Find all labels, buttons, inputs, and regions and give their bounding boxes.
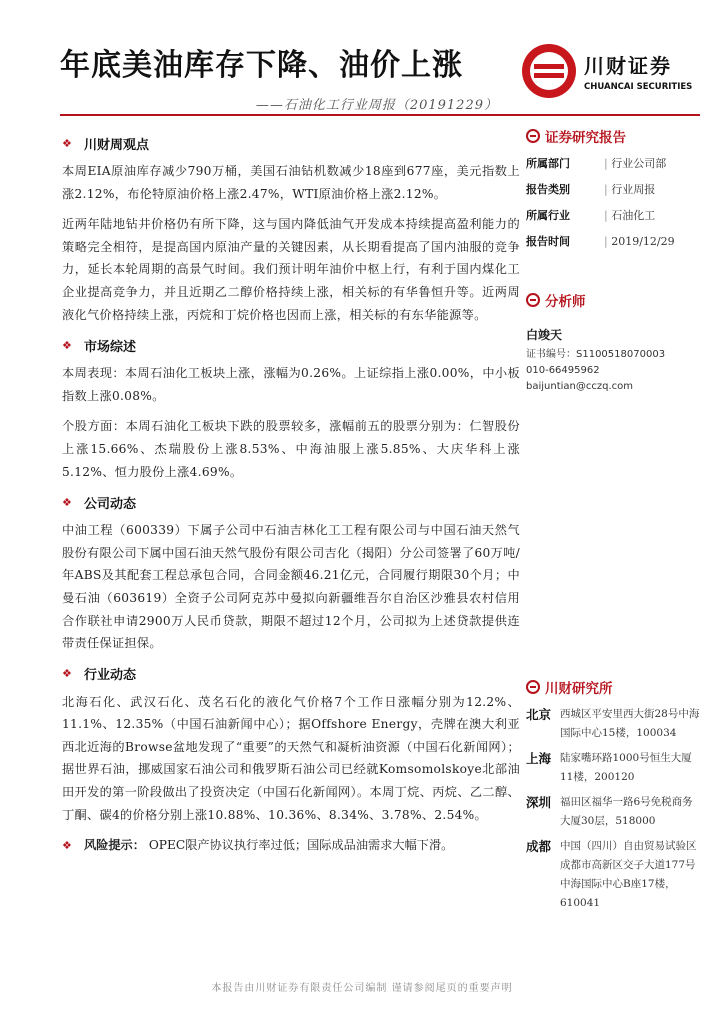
paragraph: 本周表现：本周石油化工板块上涨，涨幅为0.26%。上证综指上涨0.00%，中小板指数上涨0.08%。 (62, 366, 520, 403)
risk-label: 风险提示： (84, 838, 145, 853)
paragraph: 本周EIA原油库存减少790万桶，美国石油钻机数减少18座到677座，美元指数上涨2.12%，布伦特原油价格上涨2.47%，WTI原油价格上涨2.12%。 (62, 164, 520, 201)
sidebar (526, 124, 702, 913)
office-city: 北京 (526, 707, 552, 722)
logo-name-en: CHUANCAI SECURITIES (584, 82, 693, 92)
diamond-bullet-icon: ❖ (62, 495, 72, 509)
section-title-company-news: 公司动态 (84, 496, 137, 512)
diamond-bullet-icon: ❖ (62, 839, 72, 853)
office-city: 成都 (526, 839, 552, 854)
office-city: 深圳 (526, 795, 552, 810)
logo-name-cn: 川财证券 (584, 54, 672, 78)
info-label: 所属行业 (526, 209, 570, 222)
company-logo (522, 44, 702, 98)
info-label: 报告类别 (526, 183, 570, 196)
section-header (62, 334, 520, 356)
analyst-heading: 分析师 (526, 288, 702, 312)
section-header (62, 491, 520, 513)
office-beijing (526, 705, 702, 743)
info-value: | 石油化工 (604, 207, 655, 223)
report-title: 年底美油库存下降、油价上涨 (60, 48, 463, 83)
section-title-market-review: 市场综述 (84, 339, 137, 355)
analyst-phone: 010-66495962 (526, 365, 600, 376)
report-subtitle: ——石油化工行业周报（20191229） (255, 98, 498, 113)
office-shanghai (526, 749, 702, 787)
office-chengdu (526, 837, 702, 913)
diamond-bullet-icon: ❖ (62, 667, 72, 681)
institute-heading: 川财研究所 (526, 675, 702, 699)
copyright-circle-icon (526, 129, 540, 143)
office-address: 福田区福华一路6号免税商务大厦30层，518000 (560, 796, 693, 827)
analyst-name: 白竣天 (526, 328, 563, 342)
info-row (526, 150, 702, 176)
paragraph: 北海石化、武汉石化、茂名石化的液化气价格7个工作日涨幅分别为12.2%、11.1%、12.35%（中国石油新闻中心）；据Offshore Energy，壳牌在澳大利亚西北近海的Browse盆地发现了“重要”的天然气和凝析油资源（中国石化新闻网）；据世界石油，挪威国家石油公司和俄罗斯石油公司已经就Komsomolskoye北部油田开发的第一阶段做出了投资决定（中国石化新闻网）。本周丁烷、丙烷、乙二醇、丁酮、碳4的价格分别上涨10.88%、10.36%、8.34%、3.78%、2.54%。 (62, 694, 520, 822)
section-title-industry-news: 行业动态 (84, 668, 137, 684)
footer-disclaimer: 本报告由川财证券有限责任公司编制 谨请参阅尾页的重要声明 (211, 983, 513, 994)
analyst-cert: 证书编号：S1100518070003 (526, 349, 666, 360)
risk-warning (62, 834, 520, 857)
office-city: 上海 (526, 751, 552, 766)
info-value: | 行业公司部 (604, 155, 666, 171)
office-address: 西城区平安里西大街28号中海国际中心15楼，100034 (560, 708, 700, 739)
header-divider (60, 114, 700, 116)
main-content (62, 124, 520, 857)
office-shenzhen (526, 793, 702, 831)
section-header (62, 663, 520, 685)
info-row (526, 228, 702, 254)
analyst-email[interactable]: baijuntian@cczq.com (526, 381, 634, 392)
logo-mark-icon (522, 44, 576, 98)
paragraph: 中油工程（600339）下属子公司中石油吉林化工工程有限公司与中国石油天然气股份有限公司下属中国石油天然气股份有限公司吉化（揭阳）分公司签署了60万吨/年ABS及其配套工程总承包合同，合同金额46.21亿元，合同履行期限30个月；中曼石油（603619）全资子公司阿克苏中曼拟向新疆维吾尔自治区沙雅县农村信用合作联社申请2900万人民币贷款，期限不超过12个月，公司拟为上述贷款提供连带责任保证担保。 (62, 523, 520, 651)
office-address: 中国（四川）自由贸易试验区成都市高新区交子大道177号中海国际中心B座17楼，610041 (560, 840, 697, 909)
paragraph: 个股方面：本周石油化工板块下跌的股票较多，涨幅前五的股票分别为：仁智股份上涨15.66%、杰瑞股份上涨8.53%、中海油服上涨5.85%、大庆华科上涨5.12%、恒力股份上涨4.69%。 (62, 419, 520, 479)
info-row (526, 202, 702, 228)
paragraph: 近两年陆地钻井价格仍有所下降，这与国内降低油气开发成本持续提高盈利能力的策略完全相符，是提高国内原油产量的关键因素，从长期看提高了国内油服的竞争力，延长本轮周期的高景气时间。我们预计明年油价中枢上行，有利于国内煤化工企业提高竞争力，并且近期乙二醇价格持续上涨，相关标的有华鲁恒升等。近两周液化气价格持续上涨，丙烷和丁烷价格也因而上涨，相关标的有东华能源等。 (62, 217, 520, 322)
copyright-circle-icon (526, 293, 540, 307)
report-info-table (526, 150, 702, 254)
copyright-circle-icon (526, 680, 540, 694)
info-label: 所属部门 (526, 157, 570, 170)
report-info-heading: 证券研究报告 (526, 124, 702, 148)
diamond-bullet-icon: ❖ (62, 136, 72, 150)
info-label: 报告时间 (526, 235, 570, 248)
info-value: | 行业周报 (604, 181, 655, 197)
office-address: 陆家嘴环路1000号恒生大厦11楼，200120 (560, 752, 692, 783)
section-title-weekly-view: 川财周观点 (84, 137, 150, 153)
info-row (526, 176, 702, 202)
info-value: | 2019/12/29 (604, 235, 675, 248)
risk-text: OPEC限产协议执行率过低；国际成品油需求大幅下滑。 (148, 838, 454, 853)
diamond-bullet-icon: ❖ (62, 338, 72, 352)
section-header (62, 132, 520, 154)
